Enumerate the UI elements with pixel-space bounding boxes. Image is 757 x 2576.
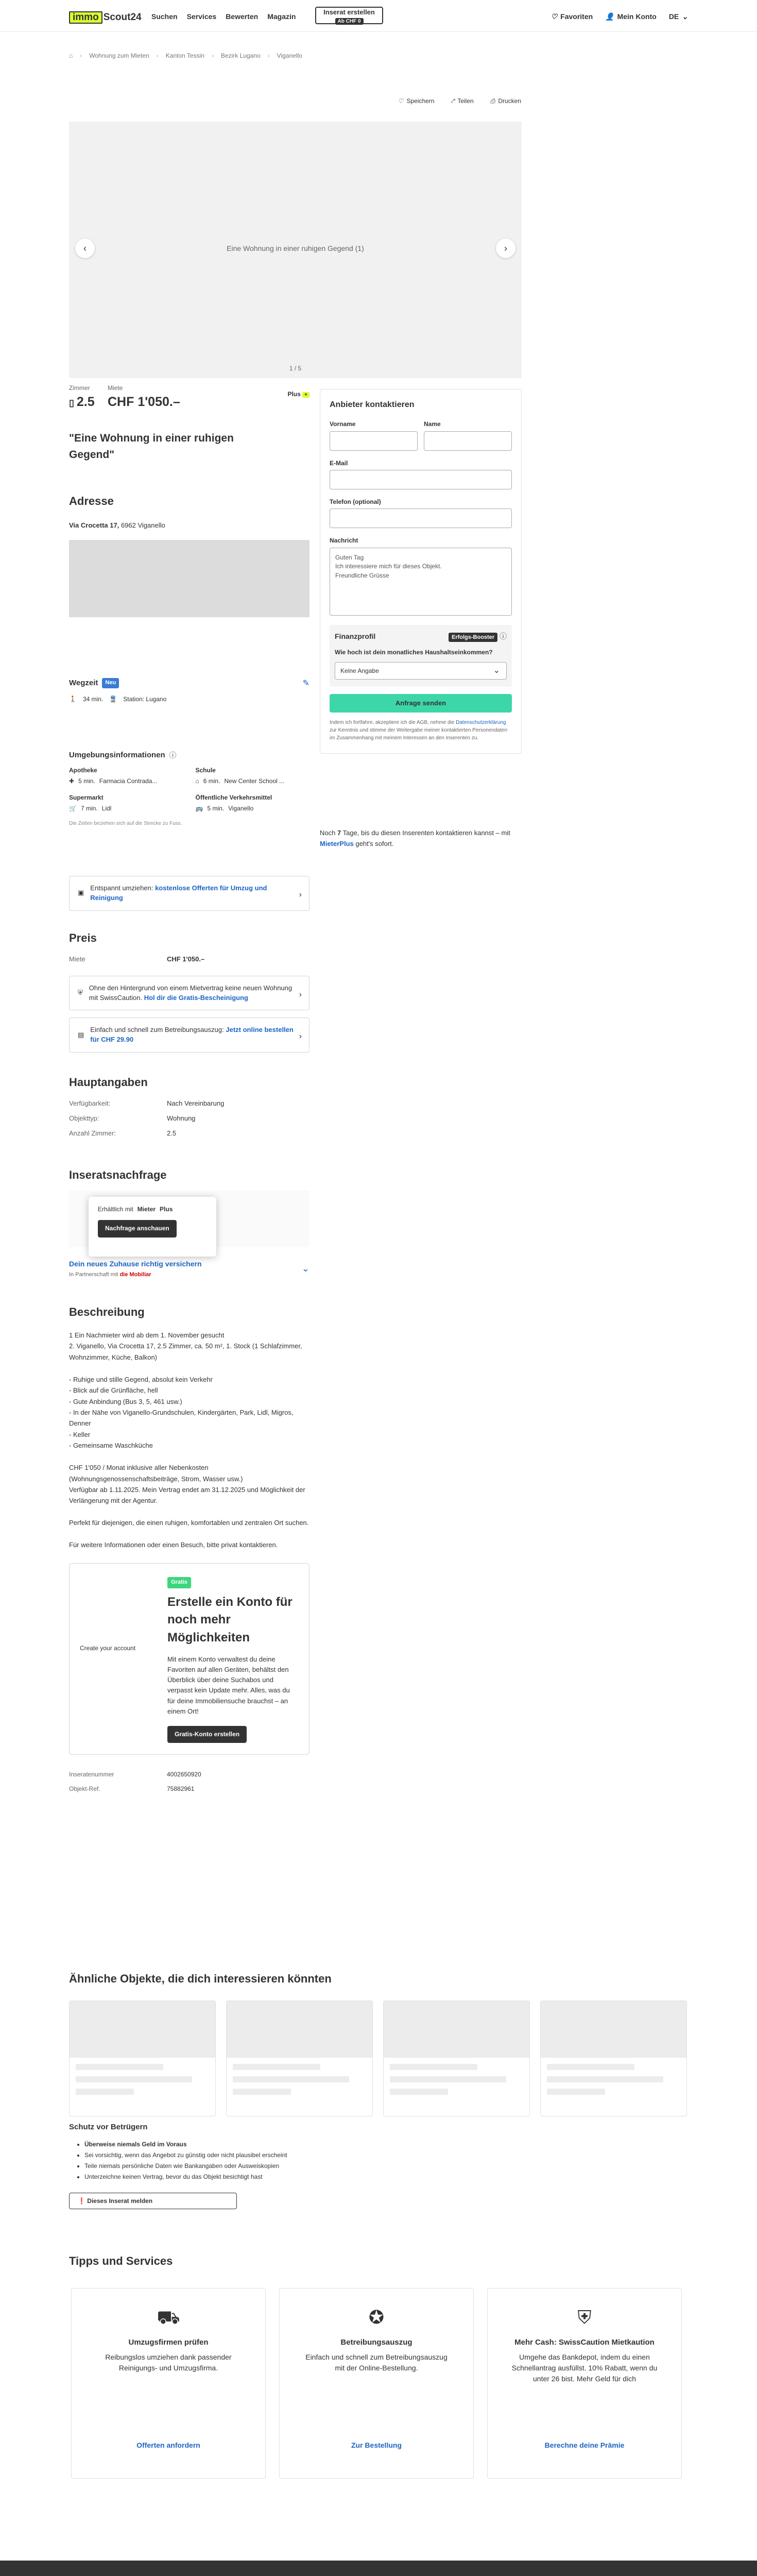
- commute-section: Wegzeit Neu ✎ 🚶 34 min. 🚆 Station: Lugano: [69, 677, 309, 704]
- breadcrumb-item[interactable]: Bezirk Lugano: [220, 52, 261, 59]
- heart-icon: ♡: [398, 97, 404, 105]
- info-icon[interactable]: ⓘ: [169, 751, 177, 759]
- list-item: • Sei vorsichtig, wenn das Angebot zu günstig oder nicht plausibel erscheint: [84, 2150, 326, 2161]
- fraud-protection: Schutz vor Betrügern • Überweise niemals Geld im Voraus • Sei vorsichtig, wenn das Angebot zu günstig oder nicht plausibel erscheint • Teile niemals persönliche Daten wie Bankangaben oder Ausweiskopien • Unterzeichne keinen Vertrag, bevor du das Objekt besichtigt hast ❗ Dieses Inserat melden: [69, 2122, 326, 2209]
- nav-search[interactable]: Suchen: [151, 12, 178, 21]
- main-nav: [151, 11, 296, 22]
- mieterplus-link[interactable]: MieterPlus: [320, 839, 354, 848]
- walk-icon: 🚶: [69, 695, 77, 703]
- first-name-input[interactable]: [330, 431, 418, 451]
- listing-actions: [398, 97, 521, 106]
- similar-listing-card[interactable]: [383, 2001, 530, 2116]
- favorites-link[interactable]: ♡ Favoriten: [551, 11, 593, 22]
- list-item: • Teile niemals persönliche Daten wie Bankangaben oder Ausweiskopien: [84, 2161, 326, 2172]
- location-map[interactable]: [69, 540, 309, 617]
- breadcrumb-item[interactable]: Kanton Tessin: [165, 52, 204, 59]
- print-button[interactable]: ⎙ Drucken: [490, 97, 521, 106]
- similar-listing-card[interactable]: [226, 2001, 373, 2116]
- shield-icon: ⛨: [78, 989, 83, 997]
- school-icon: ⌂: [195, 777, 199, 785]
- breadcrumb: ⌂ › Wohnung zum Mieten › Kanton Tessin › Bezirk Lugano › Viganello: [69, 52, 302, 60]
- listing-title: "Eine Wohnung in einer ruhigen Gegend": [69, 432, 234, 461]
- tip-card: ✪ Betreibungsauszug Einfach und schnell zum Betreibungsauszug mit der Online-Bestellung. Zur Bestellung: [279, 2288, 474, 2479]
- truck-icon: ⛟: [157, 2306, 180, 2328]
- rent-kpi: Miete CHF 1'050.–: [108, 384, 180, 412]
- similar-listing-card[interactable]: [69, 2001, 216, 2116]
- home-icon[interactable]: ⌂: [69, 52, 73, 59]
- train-icon: 🚆: [109, 695, 117, 703]
- gallery-image-caption: Eine Wohnung in einer ruhigen Gegend (1): [227, 244, 364, 252]
- env-item: Supermarkt 🛒 7 min. Lidl: [69, 793, 183, 814]
- send-inquiry-button[interactable]: Anfrage senden: [330, 694, 512, 713]
- account-link[interactable]: 👤 Mein Konto: [605, 11, 657, 22]
- site-footer: [0, 2561, 757, 2576]
- tip-card: ⛨ Mehr Cash: SwissCaution Mietkaution Umgehe das Bankdepot, indem du einen Schnellantrag ausfüllst. 10% Rabatt, wenn du unter 26 bist. Mehr Geld für dich Berechne deine Prämie: [487, 2288, 682, 2479]
- gallery-next-button[interactable]: ›: [496, 239, 515, 258]
- contact-form: Anbieter kontaktieren Vorname Name E-Mail Telefon (optional) Nachricht Guten Tag Ich interessiere mich für dieses Objekt. Freundliche Grüsse Finanzprofil Erfolgs-Booster ⓘ Wie hoch ist dein monatliches Haushaltseinkommen? Keine Angabe ⌄ Anfrage senden Indem ich fortfahre, akzeptiere ich die AGB, nehme die Datenschutzerklärung zur Kenntnis und stimme der Weitergabe meiner kontaktierten Personendaten im Zusammenhang mit meinem Interessen an den Inserenten zu.: [320, 389, 522, 754]
- alert-icon: ❗: [78, 2197, 85, 2205]
- door-icon: ▯: [69, 398, 77, 409]
- chevron-right-icon: ›: [299, 890, 302, 899]
- tips-services: Tipps und Services ⛟ Umzugsfirmen prüfen Reibungslos umziehen dank passender Reinigungs- und Umzugsfirma. Offerten anfordern ✪ Betreibungsauszug Einfach und schnell zum Betreibungsauszug mit der Online-Bestellung. Zur Bestellung ⛨ Mehr Cash: SwissCaution Mietkaution Umgehe das Bankdepot, indem du einen Schnellantrag ausfüllst. 10% Rabatt, wenn du unter 26 bist. Mehr Geld für dich Berechne deine Prämie: [69, 2253, 688, 2479]
- document-icon: ▤: [78, 1030, 84, 1039]
- user-icon: 👤: [605, 12, 614, 21]
- nav-magazine[interactable]: Magazin: [267, 12, 296, 21]
- inquiry-section: Inseratsnachfrage: [69, 1167, 309, 1247]
- environment-section: Umgebungsinformationen ⓘ Apotheke ✚ 5 min. Farmacia Contrada... Schule ⌂ 6 min. New Center School ... Supermarkt 🛒 7 min. Lidl Öffentliche Verkehrsmittel 🚌 5 min. Viganello Die Zeiten beziehen sich auf die Strecke zu Fuss.: [69, 750, 309, 828]
- finance-profile: Finanzprofil Erfolgs-Booster ⓘ Wie hoch ist dein monatliches Haushaltseinkommen? Keine Angabe ⌄: [330, 625, 512, 687]
- breadcrumb-item[interactable]: Viganello: [277, 52, 302, 59]
- phone-field[interactable]: [330, 509, 512, 528]
- list-item: • Unterzeichne keinen Vertrag, bevor du das Objekt besichtigt hast: [84, 2172, 326, 2182]
- similar-listing-card[interactable]: [540, 2001, 687, 2116]
- description-text: 1 Ein Nachmieter wird ab dem 1. November gesucht 2. Viganello, Via Crocetta 17, 2.5 Zimmer, ca. 50 m², 1. Stock (1 Schlafzimmer, Wohnzimmer, Küche, Balkon) - Ruhige und stille Gegend, absolut kein Verkehr - Blick auf die Grünfläche, hell - Gute Anbindung (Bus 3, 5, 461 usw.) - In der Nähe von Viganello-Grundschulen, Kindergärten, Park, Lidl, Migros, Denner - Keller - Gemeinsame Waschküche CHF 1'050 / Monat inklusive aller Nebenkosten (Wohnungsgenossenschaftsbeiträge, Strom, Wasser usw.) Verfügbar ab 1.11.2025. Mein Vertrag endet am 31.12.2025 und Möglichkeit der Verlängerung mit der Agentur. Perfekt für diejenigen, die einen ruhigen, komfortablen und zentralen Ort suchen. Für weitere Informationen oder einen Besuch, bitte privat kontaktieren.: [69, 1331, 309, 1549]
- chevron-right-icon: ›: [299, 1032, 302, 1041]
- view-inquiry-button[interactable]: Nachfrage anschauen: [98, 1220, 177, 1237]
- request-offers-link[interactable]: Offerten anfordern: [136, 2441, 200, 2449]
- income-select[interactable]: Keine Angabe ⌄: [335, 662, 507, 680]
- share-icon: ⤤: [451, 97, 455, 105]
- create-listing-button[interactable]: Inserat erstellen Ab CHF 0: [315, 7, 383, 24]
- last-name-input[interactable]: [424, 431, 512, 451]
- create-account-card: Create your account Gratis Erstelle ein Konto für noch mehr Möglichkeiten Mit einem Konto verwaltest du deine Favoriten auf allen Geräten, behältst den Überblick über deine Suchabos und verpasst kein Update mehr. Alles, was du für deine Immobiliensuche brauchst – an einem Ort! Gratis-Konto erstellen: [69, 1563, 309, 1755]
- gallery-counter: 1 / 5: [289, 364, 302, 372]
- description-section: Beschreibung 1 Ein Nachmieter wird ab dem 1. November gesucht 2. Viganello, Via Crocetta 17, 2.5 Zimmer, ca. 50 m², 1. Stock (1 Schlafzimmer, Wohnzimmer, Küche, Balkon) - Ruhige und stille Gegend, absolut kein Verkehr - Blick auf die Grünfläche, hell - Gute Anbindung (Bus 3, 5, 461 usw.) - In der Nähe von Viganello-Grundschulen, Kindergärten, Park, Lidl, Migros, Denner - Keller - Gemeinsame Waschküche CHF 1'050 / Monat inklusive aller Nebenkosten (Wohnungsgenossenschaftsbeiträge, Strom, Wasser usw.) Verfügbar ab 1.11.2025. Mein Vertrag endet am 31.12.2025 und Möglichkeit der Verlängerung mit der Agentur. Perfekt für diejenigen, die einen ruhigen, komfortablen und zentralen Ort suchen. Für weitere Informationen oder einen Besuch, bitte privat kontaktieren. Create your account Gratis Erstelle ein Konto für noch mehr Möglichkeiten Mit einem Konto verwaltest du deine Favoriten auf allen Geräten, behältst den Überblick über deine Suchabos und verpasst kein Update mehr. Alles, was du für deine Immobiliensuche brauchst – an einem Ort! Gratis-Konto erstellen Inseratenummer 4002650920 Objekt-Ref. 75882961: [69, 1306, 309, 1792]
- address-section: Adresse Via Crocetta 17, 6962 Viganello: [69, 493, 309, 617]
- moving-offer-link[interactable]: ▣ Entspannt umziehen: kostenlose Offerten für Umzug und Reinigung ›: [69, 876, 309, 911]
- rooms-value: ▯ 2.5: [69, 395, 95, 410]
- badge-icon: ✪: [368, 2306, 385, 2328]
- pharmacy-icon: ✚: [69, 777, 75, 785]
- info-icon[interactable]: ⓘ: [500, 632, 507, 640]
- moving-box-icon: ▣: [78, 889, 84, 897]
- nav-services[interactable]: Services: [186, 12, 217, 21]
- price-section: Preis Miete CHF 1'050.– ⛨ Ohne den Hintergrund von einem Mietvertrag keine neuen Wohnung mit SwissCaution. Hol dir die Gratis-Bescheinigung › ▤ Einfach und schnell zum Betreibungsauszug: Jetzt online bestellen für CHF 29.90 ›: [69, 930, 309, 1053]
- list-item: • Überweise niemals Geld im Voraus: [84, 2139, 326, 2150]
- edit-icon[interactable]: ✎: [302, 679, 309, 688]
- chevron-down-icon: ⌄: [301, 1263, 309, 1274]
- env-item: Schule ⌂ 6 min. New Center School ...: [196, 766, 310, 786]
- save-button[interactable]: ♡ Speichern: [398, 97, 435, 106]
- heart-icon: ♡: [550, 12, 558, 21]
- contact-wait-note: Noch 7 Tage, bis du diesen Inserenten kontaktieren kannst – mit MieterPlus geht's sofort.: [320, 829, 510, 848]
- insurance-link[interactable]: Dein neues Zuhause richtig versichern In Partnerschaft mit die Mobiliar ⌄: [69, 1260, 309, 1278]
- order-extract-link[interactable]: Zur Bestellung: [351, 2441, 402, 2449]
- breadcrumb-item[interactable]: Wohnung zum Mieten: [89, 52, 149, 59]
- inquiry-upsell-popup: Erhältlich mit Mieter Plus Nachfrage anschauen: [89, 1197, 216, 1257]
- similar-listings: Ähnliche Objekte, die dich interessieren könnten: [69, 1971, 688, 2116]
- extract-offer-link[interactable]: ▤ Einfach und schnell zum Betreibungsauszug: Jetzt online bestellen für CHF 29.90 ›: [69, 1018, 309, 1053]
- logo[interactable]: immo Scout24: [69, 10, 142, 25]
- share-button[interactable]: ⤤ Teilen: [451, 97, 474, 106]
- chevron-right-icon: ›: [299, 990, 302, 999]
- email-field[interactable]: [330, 470, 512, 489]
- rent-value: CHF 1'050.–: [108, 395, 180, 410]
- deposit-offer-link[interactable]: ⛨ Ohne den Hintergrund von einem Mietvertrag keine neuen Wohnung mit SwissCaution. Hol dir die Gratis-Bescheinigung ›: [69, 976, 309, 1011]
- calculate-premium-link[interactable]: Berechne deine Prämie: [544, 2441, 625, 2449]
- gallery-prev-button[interactable]: ‹: [75, 239, 95, 258]
- message-textarea[interactable]: Guten Tag Ich interessiere mich für dieses Objekt. Freundliche Grüsse: [330, 548, 512, 616]
- privacy-link[interactable]: Datenschutzerklärung: [456, 720, 506, 726]
- transport-icon: 🚌: [195, 804, 203, 812]
- report-listing-button[interactable]: ❗ Dieses Inserat melden: [69, 2193, 237, 2209]
- rooms-kpi: Zimmer ▯ 2.5: [69, 384, 95, 412]
- language-switch[interactable]: DE ⌄: [669, 11, 688, 22]
- print-icon: ⎙: [490, 97, 495, 105]
- site-header: [0, 0, 757, 32]
- tip-card: ⛟ Umzugsfirmen prüfen Reibungslos umziehen dank passender Reinigungs- und Umzugsfirma. Offerten anfordern: [71, 2288, 266, 2479]
- chevron-down-icon: ⌄: [682, 12, 688, 21]
- nav-evaluate[interactable]: Bewerten: [226, 12, 259, 21]
- plus-badge: Plus +: [287, 390, 309, 399]
- env-item: Öffentliche Verkehrsmittel 🚌 5 min. Viganello: [196, 793, 310, 814]
- main-details-section: Hauptangaben Verfügbarkeit: Nach Vereinbarung Objekttyp: Wohnung Anzahl Zimmer: 2.5: [69, 1076, 225, 1137]
- env-item: Apotheke ✚ 5 min. Farmacia Contrada...: [69, 766, 183, 786]
- shield-icon: ⛨: [577, 2306, 592, 2328]
- create-free-account-button[interactable]: Gratis-Konto erstellen: [167, 1726, 247, 1743]
- image-gallery[interactable]: [69, 122, 522, 378]
- supermarket-icon: 🛒: [69, 804, 77, 812]
